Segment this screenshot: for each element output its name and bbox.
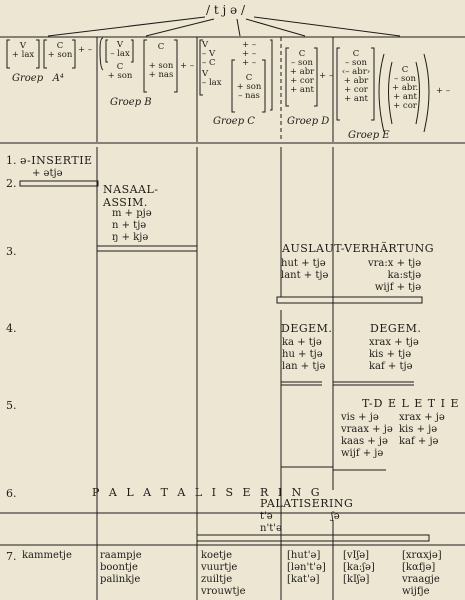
rule-3-title: AUSLAUT-VERHÄRTUNG (282, 242, 435, 255)
rule-5-title: T-D E L E T I E (362, 397, 460, 410)
rule-7-col-d: [hut'ə] [lən't'ə] [kat'ə] (287, 550, 326, 585)
rule-7-number: 7. (6, 550, 17, 563)
group-e-tail: + – (436, 86, 451, 96)
rule-2-number: 2. (6, 177, 17, 190)
rule-5-number: 5. (6, 399, 17, 412)
group-b-option-2: C + son (107, 62, 133, 81)
group-a-matrix-1: V + lax (11, 41, 35, 60)
rule-7-col-f: [xrαxjə] [kαfjə] vraagje wijfje (402, 550, 442, 597)
rule-1-form: + ətjə (32, 168, 63, 179)
rule-5-right-forms: xrax + jə kis + jə kaf + jə (399, 412, 445, 447)
group-c-label: Groep C (213, 116, 255, 127)
group-a-matrix-2: C + son (47, 41, 73, 60)
group-b-label: Groep B (110, 97, 152, 108)
rule-3-right-forms: vra:x + tjə ka:stjə wijf + tjə (368, 258, 422, 293)
group-d-matrix: C – son + abr + cor + ant (289, 49, 315, 95)
rule-4-title-left: DEGEM. (281, 322, 333, 335)
group-b-tail: + – (180, 61, 195, 71)
rule-6-form-1: t'ə (260, 511, 273, 522)
rule-4-left-forms: ka + tjə hu + tjə lan + tjə (282, 337, 326, 372)
group-d-label: Groep D (287, 116, 330, 127)
group-c-inner-matrix: C + son – nas (236, 73, 262, 101)
rule-2-title: NASAAL- ASSIM. (103, 183, 159, 209)
group-d-tail: + – (319, 71, 334, 81)
rule-6-form-3: n't'ə (260, 523, 282, 534)
group-a-label: Groep A⁴ (12, 73, 64, 84)
group-a-tail: + – (78, 45, 93, 55)
group-e-label: Groep E (348, 130, 390, 141)
group-b-option-1: V – lax (110, 40, 130, 59)
rule-1-title: ə-INSERTIE (20, 154, 93, 167)
rule-6-subtitle: PALATISERING (260, 497, 354, 510)
group-e-matrix-1: C – son ‹– abr› + abr + cor + ant (341, 49, 371, 104)
rule-2-forms: m + pjə n + tjə ŋ + kjə (112, 208, 152, 243)
rule-4-right-forms: xrax + tjə kis + tjə kaf + tjə (369, 337, 419, 372)
rule-6-number: 6. (6, 487, 17, 500)
rule-4-title-right: DEGEM. (370, 322, 422, 335)
rule-5-left-forms: vis + jə vraax + jə kaas + jə wijf + jə (341, 412, 393, 459)
group-b-matrix: C + son + nas (148, 42, 174, 80)
rule-7-col-b: raampje boontje palinkje (100, 550, 142, 585)
rule-7-col-a: kammetje (22, 550, 72, 561)
rule-7-col-e: [vIʃə] [ka:ʃə] [kIʃə] (343, 550, 375, 585)
rule-6-form-2: ʃə (331, 511, 340, 522)
rule-1-number: 1. (6, 154, 17, 167)
group-e-matrix-2: C – son + abr. + ant + cor (392, 65, 419, 111)
rule-6-title: P A L A T A L I S E R I N G (92, 486, 323, 499)
root-form: / t j ə / (206, 3, 245, 17)
rule-7-col-c: koetje vuurtje zuiltje vrouwtje (201, 550, 246, 597)
rule-4-number: 4. (6, 322, 17, 335)
rule-3-number: 3. (6, 245, 17, 258)
group-c-rows: V – V – C V – lax (202, 40, 222, 88)
group-c-tails: + – + – + – (242, 40, 257, 68)
rule-3-left-forms: hut + tjə lant + tjə (281, 258, 329, 281)
